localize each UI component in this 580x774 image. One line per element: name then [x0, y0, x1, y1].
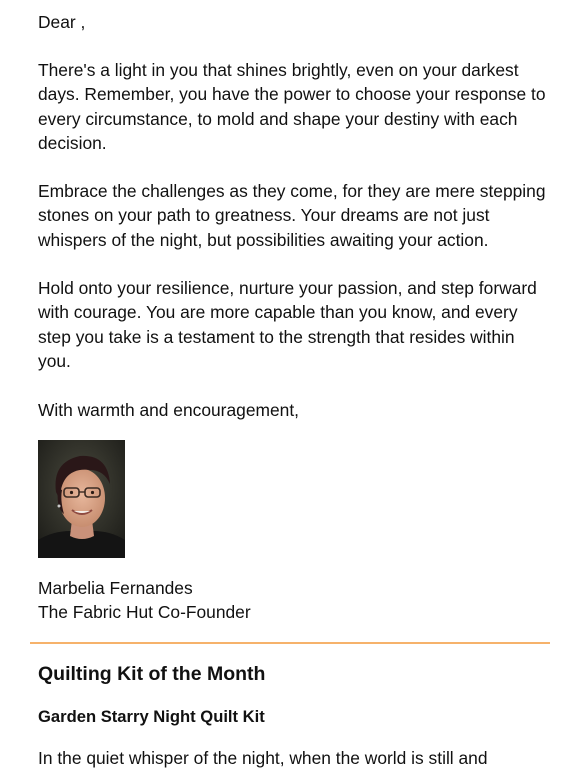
- letter-paragraph-3: Hold onto your resilience, nurture your passion, and step forward with courage. You are more capable than you know, and every step you take is a testament to the strength that resides within you.: [38, 278, 537, 372]
- letter-paragraph-2: Embrace the challenges as they come, for they are mere stepping stones on your path to greatness. Your dreams are not just whispers of the night, but possibilities awaiting your action.: [38, 181, 546, 250]
- kit-product-name: Garden Starry Night Quilt Kit: [38, 707, 265, 726]
- signature-photo: [38, 440, 125, 558]
- portrait-photo-icon: [38, 440, 125, 558]
- kit-section-heading: Quilting Kit of the Month: [38, 663, 266, 685]
- signature-name: Marbelia Fernandes: [38, 578, 193, 598]
- signature-title: The Fabric Hut Co-Founder: [38, 602, 251, 622]
- letter-paragraph-1: There's a light in you that shines brightly, even on your darkest days. Remember, you have the power to choose your response to every circumstance, to mold and shape your destiny with each decision.: [38, 60, 546, 154]
- kit-intro-text: In the quiet whisper of the night, when the world is still and: [38, 748, 488, 768]
- greeting: Dear ,: [38, 12, 86, 32]
- letter-closing: With warmth and encouragement,: [38, 400, 299, 420]
- section-divider: [30, 642, 550, 644]
